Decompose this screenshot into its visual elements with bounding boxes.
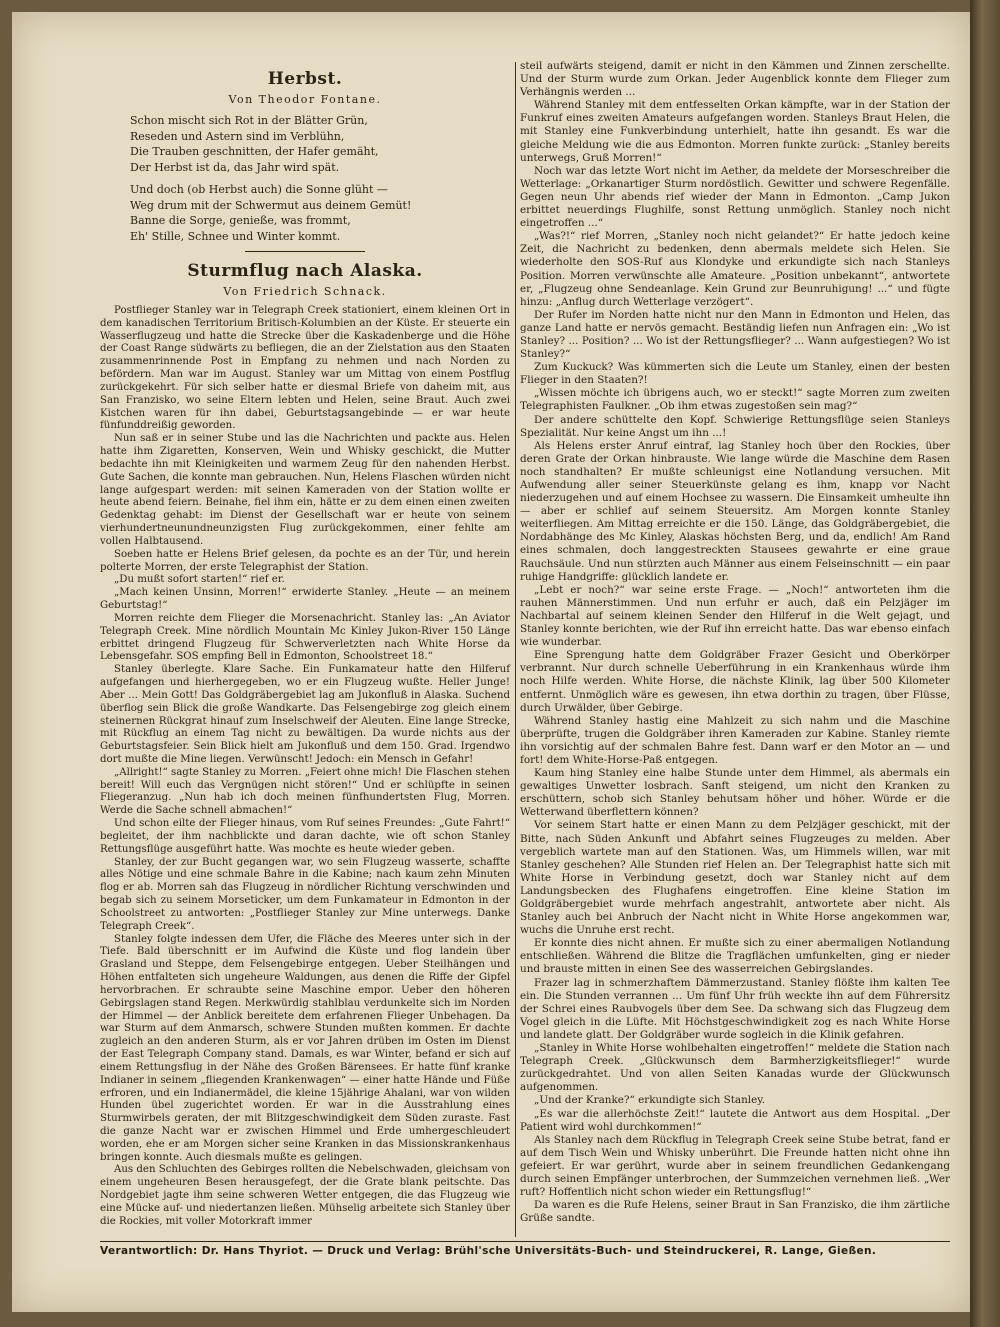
story-paragraph: Nun saß er in seiner Stube und las die Nachrichten und packte aus. Helen hatte ihm Zigaretten, Konserven, Wein und Whisky geschickt, die Mutter bedachte ihn mit Kleinigkeiten und warmem Zeug für den nahenden Herbst. Gute Sachen, die konnte man gebrauchen. Nun, Helens Flaschen würden nicht lange aufgespart werden: mit seinen Kameraden von der Station wollte er heute abend feiern. Beinahe, fiel ihm ein, hätte er zu dem einen einen zweiten Gedenktag gehabt: im Dienst der Gesellschaft war er heute von seinem vierhundertneunundneunzigsten Flug zurückgekommen, einer fehlte am vollen Halbtausend. [100,433,510,547]
story-text-left [100,305,510,1229]
story-paragraph: Stanley überlegte. Klare Sache. Ein Funkamateur hatte den Hilferuf aufgefangen und hierhergegeben, wo er ein Flugzeug wußte. Heller Junge! Aber ... Mein Gott! Das Goldgräbergebiet lag am Jukonfluß in Alaska. Suchend überflog sein Blick die große Wandkarte. Das Felsengebirge zog gleich einem steinernen Rückgrat hinauf zum Inselschweif der Aleuten. Eine lange Strecke, mit Rückflug an einem Tag nicht zu bewältigen. Da wurde nichts aus der Geburtstagsfeier. Sein Blick hielt am Jukonfluß und dem 150. Grad. Irgendwo dort mußte die Mine liegen. Verwünscht! Jedoch: ein Mensch in Gefahr! [100,664,510,765]
story-paragraph: „Wissen möchte ich übrigens auch, wo er steckt!“ sagte Morren zum zweiten Telegraphisten Faulkner. „Ob ihm etwas zugestoßen sein mag?“ [520,387,950,413]
verse-line: Banne die Sorge, genieße, was frommt, [130,214,351,227]
story-paragraph: Da waren es die Rufe Helens, seiner Braut in San Franzisko, die ihm zärtliche Grüße sandte. [520,1199,950,1225]
column-divider [515,62,516,1237]
poem-author: Von Theodor Fontane. [228,93,382,106]
story-paragraph: „Allright!“ sagte Stanley zu Morren. „Feiert ohne mich! Die Flaschen stehen bereit! Will euch das Vergnügen nicht stören!“ Und er schlüpfte in seinen Fliegeranzug. „Nun hab ich doch meinen fünfhundertsten Flug, Morren. Werde die Sache schnell abmachen!“ [100,766,510,817]
story-author: Von Friedrich Schnack. [223,285,387,298]
story-paragraph: „Es war die allerhöchste Zeit!“ lautete die Antwort aus dem Hospital. „Der Patient wird wohl durchkommen!“ [520,1107,950,1133]
newspaper-page [12,12,970,1312]
story-paragraph: Frazer lag in schmerzhaftem Dämmerzustand. Stanley flößte ihm kalten Tee ein. Die Stunden verrannen ... Um fünf Uhr früh weckte ihn auf dem Führersitz der Schrei eines Raubvogels über dem See. Da schwang sich das Flugzeug dem Vogel gleich in die Lüfte. Mit Höchstgeschwindigkeit zog es nach White Horse und landete glatt. Der Goldgräber wurde sogleich in die Klinik gefahren. [520,976,950,1041]
imprint-footer: Verantwortlich: Dr. Hans Thyriot. — Druck und Verlag: Brühl'sche Universitäts-Buch- und Steindruckerei, R. Lange, Gießen. [100,1241,950,1257]
story-paragraph: „Mach keinen Unsinn, Morren!“ erwiderte Stanley. „Heute — an meinem Geburtstag!“ [100,587,510,612]
verse-line: Weg drum mit der Schwermut aus deinem Gemüt! [130,198,412,212]
verse-line: Schon mischt sich Rot in der Blätter Grün, [130,114,368,127]
story-paragraph: Während Stanley mit dem entfesselten Orkan kämpfte, war in der Station der Funkruf eines zweiten Amateurs aufgefangen worden. Stanleys Braut Helen, die mit Stanley eine Funkverbindung unterhielt, hatte ihn gesandt. Es war die gleiche Meldung wie die aus Edmonton. Morren funkte zurück: „Stanley bereits unterwegs, Gruß Morren!“ [520,99,950,164]
story-paragraph: Postflieger Stanley war in Telegraph Creek stationiert, einem kleinen Ort in dem kanadischen Territorium Britisch-Kolumbien an der Küste. Er steuerte ein Wasserflugzeug und hatte die Strecke über die Kaskadenberge und die Höhe der Coast Range südwärts zu befliegen, die an der Zielstation aus den Staaten zusammenrinnende Post in Empfang zu nehmen und nach Norden zu befördern. Man war im August. Stanley war um Mittag von einem Postflug zurückgekehrt. Für sich selber hatte er diesmal Briefe von daheim mit, aus San Franzisko, wo seine Eltern lebten und Helen, seine Braut. Auch zwei Kistchen waren für ihn dabei, Geburtstagsangebinde — er war heute fünfunddreißig geworden. [100,305,510,432]
binding-edge [970,0,1000,1327]
story-paragraph: Der Rufer im Norden hatte nicht nur den Mann in Edmonton und Helen, das ganze Land hatte er nervös gemacht. Beständig liefen nun Anfragen ein: „Wo ist Stanley? ... Position? ... Wo ist der Rettungsflieger? ... Wann aufgestiegen? Wo ist Stanley?“ [520,308,950,361]
story-paragraph: „Was?!“ rief Morren, „Stanley noch nicht gelandet?“ Er hatte jedoch keine Zeit, die Nachricht zu bedenken, denn abermals meldete sich Helen. Sie wiederholte den SOS-Ruf aus Klondyke und erkundigte sich nach Stanleys Position. Morren verwünschte alle Amateure. „Position unbekannt“, antwortete er, „Flugzeug ohne Sendeanlage. Kein Grund zur Beunruhigung! ...“ und fügte hinzu: „Anflug durch Wetterlage verzögert“. [520,230,950,308]
story-paragraph: Zum Kuckuck? Was kümmerten sich die Leute um Stanley, einen der besten Flieger in den Staaten?! [520,361,950,387]
story-paragraph: Als Stanley nach dem Rückflug in Telegraph Creek seine Stube betrat, fand er auf dem Tisch Wein und Whisky unberührt. Die Freunde hatten nicht ohne ihn gefeiert. Er war gerührt, wurde aber in seinem freundlichen Gedankengang durch seinen Empfänger unterbrochen, der Summzeichen vernehmen ließ. „Wer ruft? Hoffentlich nicht schon wieder ein Rettungsflug!“ [520,1133,950,1199]
story-paragraph: „Du mußt sofort starten!“ rief er. [114,574,285,586]
story-paragraph: Und schon eilte der Flieger hinaus, vom Ruf seines Freundes: „Gute Fahrt!“ begleitet, der ihm nachblickte und daran dachte, wie oft schon Stanley Rettungsflüge ausgeführt hatte. Was mochte es heute wieder geben. [100,818,510,855]
story-paragraph: Er konnte dies nicht ahnen. Er mußte sich zu einer abermaligen Notlandung entschließen. Während die Blitze die Tragflächen umfunkelten, ging er nieder und brauste mitten in einen See des wasserreichen Gebirgslandes. [520,937,950,976]
story-paragraph: Soeben hatte er Helens Brief gelesen, da pochte es an der Tür, und herein polterte Morren, der erste Telegraphist der Station. [100,548,510,573]
poem-title: Herbst. [267,69,343,89]
story-paragraph: Stanley folgte indessen dem Ufer, die Fläche des Meeres unter sich in der Tiefe. Bald überschnitt er im Aufwind die Küste und flog landein über Grasland und Steppe, dem Felsengebirge entgegen. Ueber Steilhängen und Höhen entfalteten sich ungeheure Waldungen, aus denen die Riffe der Gipfel hervorbrachen. Er schraubte seine Maschine empor. Ueber den höheren Gebirgslagen stand Regen. Merkwürdig stahlblau verdunkelte sich im Norden der Himmel — der Anblick bereitete dem erfahrenen Flieger Unbehagen. Da war Sturm auf dem Anmarsch, schwere Stunden mußten kommen. Er dachte zugleich an den anderen Sturm, als er vor Jahren drüben im Osten im Dienst der East Telegraph Company stand. Damals, es war Winter, befand er sich auf einem Rettungsflug in der Nähe des Großen Bärensees. Er hatte fünf kranke Indianer in seinem „fliegenden Krankenwagen“ — einer hatte Hände und Füße erfroren, und ein Indianermädel, die kleine 15jährige Ahalani, war von wilden Hunden übel zugerichtet worden. Er war in die Ausstrahlung eines Sturmwirbels geraten, der mit Blitzgeschwindigkeit dem Süden zuraste. Fast die ganze Nacht war er zwischen Himmel und Erde umhergeschleudert worden, ehe er am Morgen sicher seine Kranken in das Missionskrankenhaus bringen konnte. Auch diesmals mußte es gelingen. [100,933,510,1163]
story-paragraph: Noch war das letzte Wort nicht im Aether, da meldete der Morseschreiber die Wetterlage: „Orkanartiger Sturm nordöstlich. Gewitter und schwere Regenfälle. Gegen neun Uhr abends rief wieder der Mann in Edmonton. „Camp Jukon erbittet neuerdings Flughilfe, sonst Rettung unmöglich. Stanley noch nicht eingetroffen ...“ [520,164,950,230]
story-paragraph: Der andere schüttelte den Kopf. Schwierige Rettungsflüge seien Stanleys Spezialität. Nur keine Angst um ihn ...! [520,413,950,439]
story-paragraph: Aus den Schluchten des Gebirges rollten die Nebelschwaden, gleichsam von einem ungeheuren Besen herausgefegt, der die Grate blank peitschte. Das Nordgebiet jagte ihm seine schweren Wetter entgegen, die das Flugzeug wie eine Mücke auf- und niedertanzen ließen. Mühselig arbeitete sich Stanley über die Rockies, mit voller Motorkraft immer [100,1164,510,1227]
verse-line: Die Trauben geschnitten, der Hafer gemäht, [130,145,379,158]
story-paragraph: steil aufwärts steigend, damit er nicht in den Kämmen und Zinnen zerschellte. Und der Sturm wurde zum Orkan. Jeder Augenblick konnte dem Flieger zum Verhängnis werden ... [520,60,950,99]
story-paragraph: „Lebt er noch?“ war seine erste Frage. — „Noch!“ antworteten ihm die rauhen Männerstimmen. Und nun erfuhr er auch, daß ein Pelzjäger im Nachbartal auf seinem kleinen Sender den Hilferuf in die Welt gejagt, und Stanley konnte berichten, wie der Ruf ihn erreicht hatte. Das war ebenso einfach wie wunderbar. [520,583,950,649]
poem-stanza-1 [130,113,510,175]
story-paragraph: Morren reichte dem Flieger die Morsenachricht. Stanley las: „An Aviator Telegraph Creek. Mine nördlich Mountain Mc Kinley Jukon-River 150 Länge erbittet dringend Flugzeug für Schwerverletzten nach White Horse da Lebensgefahr. SOS empfing Bell in Edmonton, Schoolstreet 18.“ [100,612,510,663]
story-paragraph: Als Helens erster Anruf eintraf, lag Stanley hoch über den Rockies, über deren Grate der Orkan hinbrauste. Wie lange würde die Maschine dem Rasen noch standhalten? Er mußte schleunigst eine Notlandung versuchen. Mit Aufwendung aller seiner Steuerkünste gelang es ihm, knapp vor Nacht niederzugehen und auf einem Hochsee zu wassern. Die Einsamkeit umheulte ihn — aber er schlief auf seinem Steuersitz. Am Morgen konnte Stanley weiterfliegen. Am Mittag erreichte er die 150. Länge, das Goldgräbergebiet, die Nordabhänge des Mc Kinley, Alaskas höchsten Berg, und da, endlich! Am Rand eines schmalen, doch langgestreckten Stausees gewahrte er eine graue Rauchsäule. Und nun stürzten auch Männer aus einem Felseinschnitt — ein paar ruhige Handgriffe: glücklich landete er. [520,439,950,583]
verse-line: Der Herbst ist da, das Jahr wird spät. [130,160,340,174]
poem-verse [130,113,510,244]
story-paragraph: Kaum hing Stanley eine halbe Stunde unter dem Himmel, als abermals ein gewaltiges Unwetter losbrach. Sanft steigend, um nicht den Kranken zu erschüttern, schob sich Stanley behutsam höher und höher. Würde er die Wetterwand überflettern können? [520,767,950,819]
verse-line: Und doch (ob Herbst auch) die Sonne glüht — [130,183,388,196]
story-paragraph: „Und der Kranke?“ erkundigte sich Stanley. [534,1094,766,1107]
left-column [100,60,510,1229]
story-paragraph: Stanley, der zur Bucht gegangen war, wo sein Flugzeug wasserte, schaffte alles Nötige und eine schmale Bahre in die Kabine; nach kaum zehn Minuten flog er ab. Morren sah das Flugzeug in nördlicher Richtung verschwinden und begab sich zu seinem Morseticker, um dem Funkamateur in Edmonton in der Schoolstreet zu antworten: „Postflieger Stanley zur Mine unterwegs. Danke Telegraph Creek“. [100,856,510,932]
story-paragraph: Während Stanley hastig eine Mahlzeit zu sich nahm und die Maschine überprüfte, trugen die Goldgräber ihren Kameraden zur Kabine. Stanley riemte ihn vorsichtig auf der schmalen Bahre fest. Dann warf er den Motor an — und fort! dem White-Horse-Paß entgegen. [520,714,950,766]
poem-stanza-2 [130,182,510,244]
story-paragraph: Eine Sprengung hatte dem Goldgräber Frazer Gesicht und Oberkörper verbrannt. Nur durch schnelle Ueberführung in ein Krankenhaus würde ihm noch Hilfe werden. White Horse, die nächste Klinik, lag über 500 Kilometer entfernt. Unmöglich wäre es gewesen, ihn etwa dorthin zu tragen, über Flüsse, durch Urwälder, über Gebirge. [520,649,950,714]
story-paragraph: Vor seinem Start hatte er einen Mann zu dem Pelzjäger geschickt, mit der Bitte, nach Süden Ankunft und Abfahrt seines Flugzeuges zu melden. Aber vergeblich wartete man auf den Stationen. Was, um Himmels willen, war mit Stanley geschehen? Alle Stunden rief Helen an. Der Telegraphist hatte sich mit White Horse in Verbindung gesetzt, doch war Stanley nicht auf dem Landungsbecken des Flughafens eingetroffen. Eine kleine Station im Goldgräbergebiet wurde mehrfach angestrahlt, antwortete aber nicht. Als Stanley auch bei Anbruch der Nacht nicht in White Horse angekommen war, wuchs die Unruhe erst recht. [520,819,950,937]
story-title: Sturmflug nach Alaska. [187,261,423,281]
section-divider [245,251,365,252]
verse-line: Eh' Stille, Schnee und Winter kommt. [130,229,341,243]
story-text-right [520,60,950,1225]
story-paragraph: „Stanley in White Horse wohlbehalten eingetroffen!“ meldete die Station nach Telegraph Creek. „Glückwunsch dem Barmherzigkeitsflieger!“ wurde zurückgedrahtet. Und von allen Seiten Kanadas wurde der Glückwunsch aufgenommen. [520,1042,950,1094]
right-column [520,60,950,1225]
verse-line: Reseden und Astern sind im Verblühn, [130,129,345,143]
